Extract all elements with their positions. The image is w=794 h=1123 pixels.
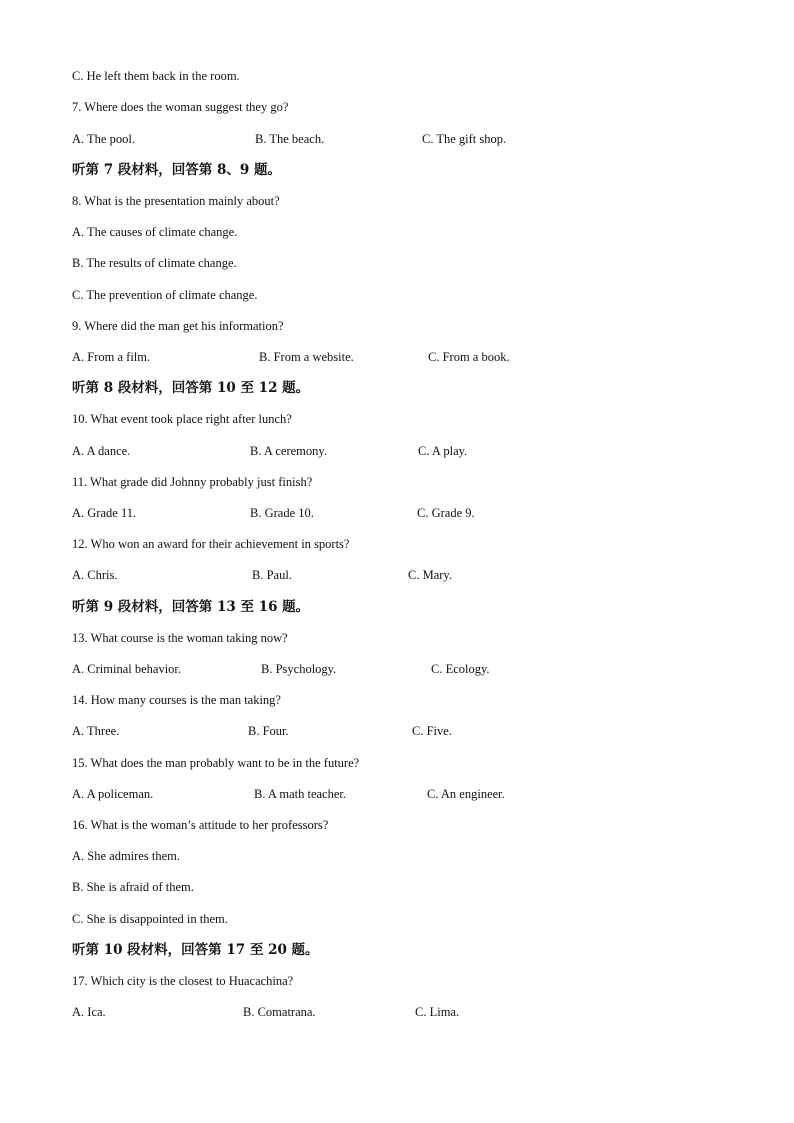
- q14-option-b: B. Four.: [248, 724, 289, 738]
- q7-option-c: C. The gift shop.: [422, 132, 507, 146]
- question-7: 7. Where does the woman suggest they go?: [72, 100, 289, 114]
- question-15: 15. What does the man probably want to be in the future?: [72, 756, 360, 770]
- q11-option-b: B. Grade 10.: [250, 506, 314, 520]
- q11-option-a: A. Grade 11.: [72, 506, 137, 520]
- question-14: 14. How many courses is the man taking?: [72, 693, 281, 707]
- q12-option-c: C. Mary.: [408, 568, 452, 582]
- q16-option-a: A. She admires them.: [72, 849, 180, 863]
- q15-option-b: B. A math teacher.: [254, 787, 346, 801]
- q17-option-a: A. Ica.: [72, 1005, 106, 1019]
- q17-option-c: C. Lima.: [415, 1005, 460, 1019]
- q9-option-a: A. From a film.: [72, 350, 151, 364]
- q17-option-b: B. Comatrana.: [243, 1005, 316, 1019]
- q14-option-a: A. Three.: [72, 724, 120, 738]
- q7-option-b: B. The beach.: [255, 132, 325, 146]
- q10-option-c: C. A play.: [418, 444, 468, 458]
- q13-option-c: C. Ecology.: [431, 662, 490, 676]
- q13-option-a: A. Criminal behavior.: [72, 662, 182, 676]
- q7-option-a: A. The pool.: [72, 132, 135, 146]
- q13-option-b: B. Psychology.: [261, 662, 337, 676]
- q16-option-b: B. She is afraid of them.: [72, 880, 194, 894]
- q9-option-c: C. From a book.: [428, 350, 510, 364]
- q8-option-c: C. The prevention of climate change.: [72, 288, 258, 302]
- question-16: 16. What is the woman’s attitude to her professors?: [72, 818, 329, 832]
- question-9: 9. Where did the man get his information?: [72, 319, 284, 333]
- q6-option-c: C. He left them back in the room.: [72, 69, 240, 83]
- question-13: 13. What course is the woman taking now?: [72, 631, 288, 645]
- q15-option-c: C. An engineer.: [427, 787, 505, 801]
- q8-option-a: A. The causes of climate change.: [72, 225, 238, 239]
- question-8: 8. What is the presentation mainly about?: [72, 194, 280, 208]
- q10-option-b: B. A ceremony.: [250, 444, 327, 458]
- q8-option-b: B. The results of climate change.: [72, 256, 237, 270]
- q15-option-a: A. A policeman.: [72, 787, 154, 801]
- section-header-9: 听第 9 段材料，回答第 13 至 16 题。: [72, 599, 310, 615]
- question-17: 17. Which city is the closest to Huacachina?: [72, 974, 294, 988]
- q14-option-c: C. Five.: [412, 724, 452, 738]
- q11-option-c: C. Grade 9.: [417, 506, 475, 520]
- question-11: 11. What grade did Johnny probably just finish?: [72, 475, 313, 489]
- q9-option-b: B. From a website.: [259, 350, 354, 364]
- q12-option-a: A. Chris.: [72, 568, 118, 582]
- question-12: 12. Who won an award for their achievement in sports?: [72, 537, 350, 551]
- section-header-7: 听第 7 段材料，回答第 8、9 题。: [72, 162, 281, 178]
- q12-option-b: B. Paul.: [252, 568, 292, 582]
- q10-option-a: A. A dance.: [72, 444, 131, 458]
- q16-option-c: C. She is disappointed in them.: [72, 912, 228, 926]
- question-10: 10. What event took place right after lunch?: [72, 412, 292, 426]
- section-header-10: 听第 10 段材料，回答第 17 至 20 题。: [72, 942, 319, 958]
- section-header-8: 听第 8 段材料，回答第 10 至 12 题。: [72, 380, 310, 396]
